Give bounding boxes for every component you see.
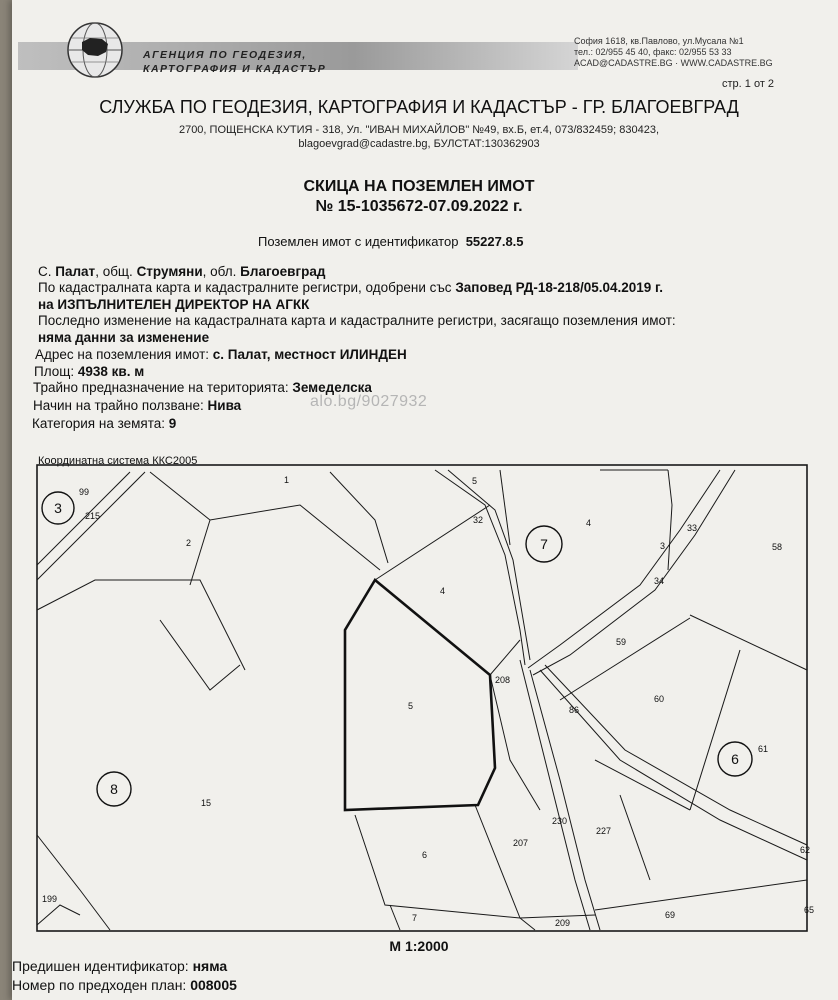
- previous-identifier: [12, 958, 227, 974]
- prev-id-value: няма: [192, 958, 228, 974]
- parcel-label-69: 69: [665, 910, 676, 920]
- district-7-label: 7: [540, 536, 548, 552]
- approval-text: По кадастралната карта и кадастралните регистри, одобрени със: [38, 280, 452, 295]
- usage-value: Нива: [207, 398, 242, 413]
- parcel-label-59: 59: [616, 637, 627, 647]
- identifier-line: [258, 234, 524, 249]
- parcel-label-1: 1: [284, 475, 290, 485]
- approval-line: [38, 280, 663, 295]
- page-number: стр. 1 от 2: [722, 78, 775, 90]
- district-6-label: 6: [731, 751, 739, 767]
- address-value: с. Палат, местност ИЛИНДЕН: [212, 347, 407, 362]
- watermark: alo.bg/9027932: [310, 393, 428, 410]
- purpose-value: Земеделска: [292, 380, 372, 395]
- parcel-label-60: 60: [654, 694, 665, 704]
- region-prefix: , обл.: [202, 264, 237, 279]
- parcel-label-4b: 4: [586, 518, 592, 528]
- parcel-label-207: 207: [513, 838, 529, 848]
- service-title: СЛУЖБА ПО ГЕОДЕЗИЯ, КАРТОГРАФИЯ И КАДАСТЪР - ГР. БЛАГОЕВГРАД: [99, 97, 739, 117]
- parcel-label-7: 7: [412, 913, 418, 923]
- parcel-label-34: 34: [654, 576, 665, 586]
- parcel-label-4a: 4: [440, 586, 446, 596]
- area-value: 4938 кв. м: [77, 364, 145, 379]
- last-change-label: Последно изменение на кадастралната карта и кадастралните регистри, засягащо поземления имот:: [38, 313, 676, 328]
- parcel-labels: [42, 475, 814, 928]
- municipality-prefix: , общ.: [95, 264, 133, 279]
- map-frame: [37, 465, 807, 931]
- last-change-value: няма данни за изменение: [38, 330, 210, 345]
- contact-line2: тел.: 02/955 45 40, факс: 02/955 53 33: [574, 47, 732, 57]
- parcel-label-209: 209: [555, 918, 571, 928]
- identifier-value: 55227.8.5: [465, 234, 524, 249]
- cadastral-map: [36, 463, 815, 933]
- area-line: [34, 364, 144, 379]
- prev-plan-label: Номер по предходен план:: [12, 977, 187, 993]
- agency-line2: КАРТОГРАФИЯ И КАДАСТЪР: [143, 63, 327, 75]
- location-prefix: С.: [38, 264, 52, 279]
- parcel-label-15: 15: [201, 798, 212, 808]
- address-line: [35, 347, 407, 362]
- parcel-label-32: 32: [473, 515, 484, 525]
- district-3-label: 3: [54, 500, 62, 516]
- parcel-label-62: 62: [800, 845, 811, 855]
- parcel-label-3: 3: [660, 541, 666, 551]
- area-label: Площ:: [34, 364, 75, 379]
- address-label: Адрес на поземления имот:: [35, 347, 210, 362]
- identifier-label: Поземлен имот с идентификатор: [258, 234, 459, 249]
- order-issuer: на ИЗПЪЛНИТЕЛЕН ДИРЕКТОР НА АГКК: [38, 297, 310, 312]
- contact-line1: София 1618, кв.Павлово, ул.Мусала №1: [574, 36, 744, 46]
- category-line: [32, 416, 176, 431]
- document-number: № 15-1035672-07.09.2022 г.: [315, 198, 523, 215]
- usage-label: Начин на трайно ползване:: [33, 398, 204, 413]
- parcel-boundaries: [37, 465, 807, 931]
- parcel-label-208: 208: [495, 675, 511, 685]
- location-line: [38, 264, 325, 279]
- village: Палат: [55, 264, 96, 279]
- parcel-label-230: 230: [552, 816, 568, 826]
- district-circles: [42, 492, 752, 806]
- parcel-label-227: 227: [596, 826, 612, 836]
- subject-parcel: [345, 580, 495, 810]
- approval-order: Заповед РД-18-218/05.04.2019 г.: [455, 280, 664, 295]
- parcel-label-33: 33: [687, 523, 698, 533]
- district-8-label: 8: [110, 781, 118, 797]
- parcel-label-6: 6: [422, 850, 428, 860]
- parcel-label-58: 58: [772, 542, 783, 552]
- map-scale: М 1:2000: [389, 938, 449, 954]
- contact-line3: ACAD@CADASTRE.BG · WWW.CADASTRE.BG: [574, 58, 773, 68]
- region: Благоевград: [240, 264, 326, 279]
- service-address-2: blagoevgrad@cadastre.bg, БУЛСТАТ:130362903: [298, 138, 540, 150]
- service-address-1: 2700, ПОЩЕНСКА КУТИЯ - 318, Ул. "ИВАН МИХАЙЛОВ" №49, вх.Б, ет.4, 073/832459; 830423,: [178, 124, 660, 136]
- parcel-label-65: 65: [804, 905, 815, 915]
- document-title: СКИЦА НА ПОЗЕМЛЕН ИМОТ: [303, 178, 535, 195]
- municipality: Струмяни: [136, 264, 203, 279]
- prev-plan-value: 008005: [190, 977, 237, 993]
- purpose-label: Трайно предназначение на територията:: [33, 380, 289, 395]
- parcel-label-5: 5: [408, 701, 414, 711]
- agency-contacts: [574, 36, 773, 69]
- category-value: 9: [168, 416, 177, 431]
- globe-logo-icon: [60, 20, 130, 80]
- category-label: Категория на земята:: [32, 416, 166, 431]
- agency-name: [143, 48, 326, 76]
- parcel-label-199: 199: [42, 894, 58, 904]
- coordinate-system: Координатна система ККС2005: [38, 455, 198, 467]
- parcel-label-86: 86: [569, 705, 580, 715]
- parcel-label-61: 61: [758, 744, 769, 754]
- parcel-label-2: 2: [186, 538, 192, 548]
- prev-id-label: Предишен идентификатор:: [12, 958, 189, 974]
- agency-line1: АГЕНЦИЯ ПО ГЕОДЕЗИЯ,: [143, 49, 307, 61]
- parcel-label-215: 215: [85, 511, 101, 521]
- parcel-label-99: 99: [79, 487, 90, 497]
- usage-line: [33, 398, 241, 413]
- parcel-label-5-top: 5: [472, 476, 478, 486]
- previous-plan-number: [12, 977, 237, 993]
